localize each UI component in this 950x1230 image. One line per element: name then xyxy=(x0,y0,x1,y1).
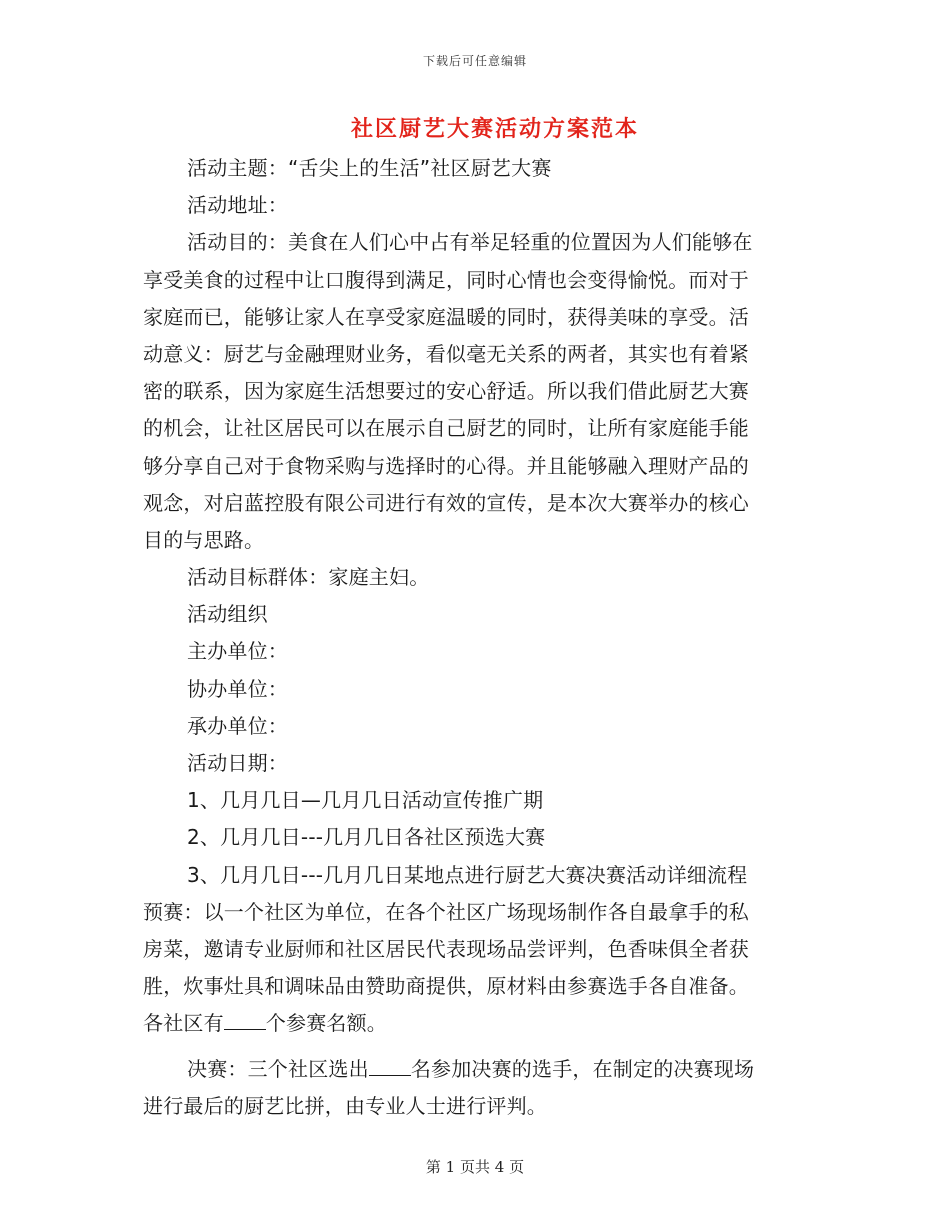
paragraph-co-host: 协办单位： xyxy=(187,676,288,701)
text-segment: 决赛：三个社区选出 xyxy=(187,1056,369,1081)
paragraph-preliminary-line-4 xyxy=(143,1005,803,1042)
blank-underline xyxy=(224,1009,266,1030)
text-segment: 个参赛名额。 xyxy=(265,1011,388,1036)
list-item-3: 3、几月几日---几月几日某地点进行厨艺大赛决赛活动详细流程 xyxy=(187,862,748,887)
document-body xyxy=(143,150,803,1125)
list-item-1: 1、几月几日—几月几日活动宣传推广期 xyxy=(187,788,544,813)
paragraph-purpose-line-3: 家庭而已，能够让家人在享受家庭温暖的同时，获得美味的享受。活 xyxy=(143,304,749,329)
paragraph-preliminary-line-1: 预赛：以一个社区为单位，在各个社区广场现场制作各自最拿手的私 xyxy=(143,899,749,924)
paragraph-purpose-line-8: 观念，对启蓝控股有限公司进行有效的宣传，是本次大赛举办的核心 xyxy=(143,490,749,515)
page-footer-number: 第 1 页共 4 页 xyxy=(425,1158,525,1176)
paragraph-purpose-line-2: 享受美食的过程中让口腹得到满足，同时心情也会变得愉悦。而对于 xyxy=(143,267,749,292)
blank-underline xyxy=(369,1055,411,1076)
list-item-2: 2、几月几日---几月几日各社区预选大赛 xyxy=(187,825,546,850)
paragraph-purpose-line-9: 目的与思路。 xyxy=(143,527,265,552)
paragraph-final-line-2: 进行最后的厨艺比拼，由专业人士进行评判。 xyxy=(143,1093,547,1118)
paragraph-purpose-line-7: 够分享自己对于食物采购与选择时的心得。并且能够融入理财产品的 xyxy=(143,453,749,478)
paragraph-final-line-1 xyxy=(143,1051,803,1088)
text-segment: 各社区有 xyxy=(143,1011,224,1036)
paragraph-theme: 活动主题：“舌尖上的生活”社区厨艺大赛 xyxy=(187,156,552,180)
text-segment: 名参加决赛的选手，在制定的决赛现场 xyxy=(410,1056,755,1081)
paragraph-organization: 活动组织 xyxy=(187,602,268,627)
paragraph-organizer: 承办单位： xyxy=(187,713,288,738)
paragraph-date: 活动日期： xyxy=(187,751,288,775)
paragraph-preliminary-line-2: 房菜，邀请专业厨师和社区居民代表现场品尝评判，色香味俱全者获 xyxy=(143,936,749,961)
page-header-note: 下载后可任意编辑 xyxy=(422,54,527,68)
paragraph-purpose-line-4: 动意义：厨艺与金融理财业务，看似毫无关系的两者，其实也有着紧 xyxy=(143,341,749,366)
paragraph-host: 主办单位： xyxy=(187,639,288,664)
paragraph-address: 活动地址： xyxy=(187,193,288,218)
paragraph-purpose-line-6: 的机会，让社区居民可以在展示自己厨艺的同时，让所有家庭能手能 xyxy=(143,416,749,441)
paragraph-preliminary-line-3: 胜，炊事灶具和调味品由赞助商提供，原材料由参赛选手各自准备。 xyxy=(143,974,749,999)
paragraph-target-group: 活动目标群体：家庭主妇。 xyxy=(187,565,430,590)
paragraph-purpose-line-1: 活动目的：美食在人们心中占有举足轻重的位置因为人们能够在 xyxy=(187,230,753,255)
document-title: 社区厨艺大赛活动方案范本 xyxy=(350,117,639,142)
paragraph-purpose-line-5: 密的联系，因为家庭生活想要过的安心舒适。所以我们借此厨艺大赛 xyxy=(143,379,749,404)
